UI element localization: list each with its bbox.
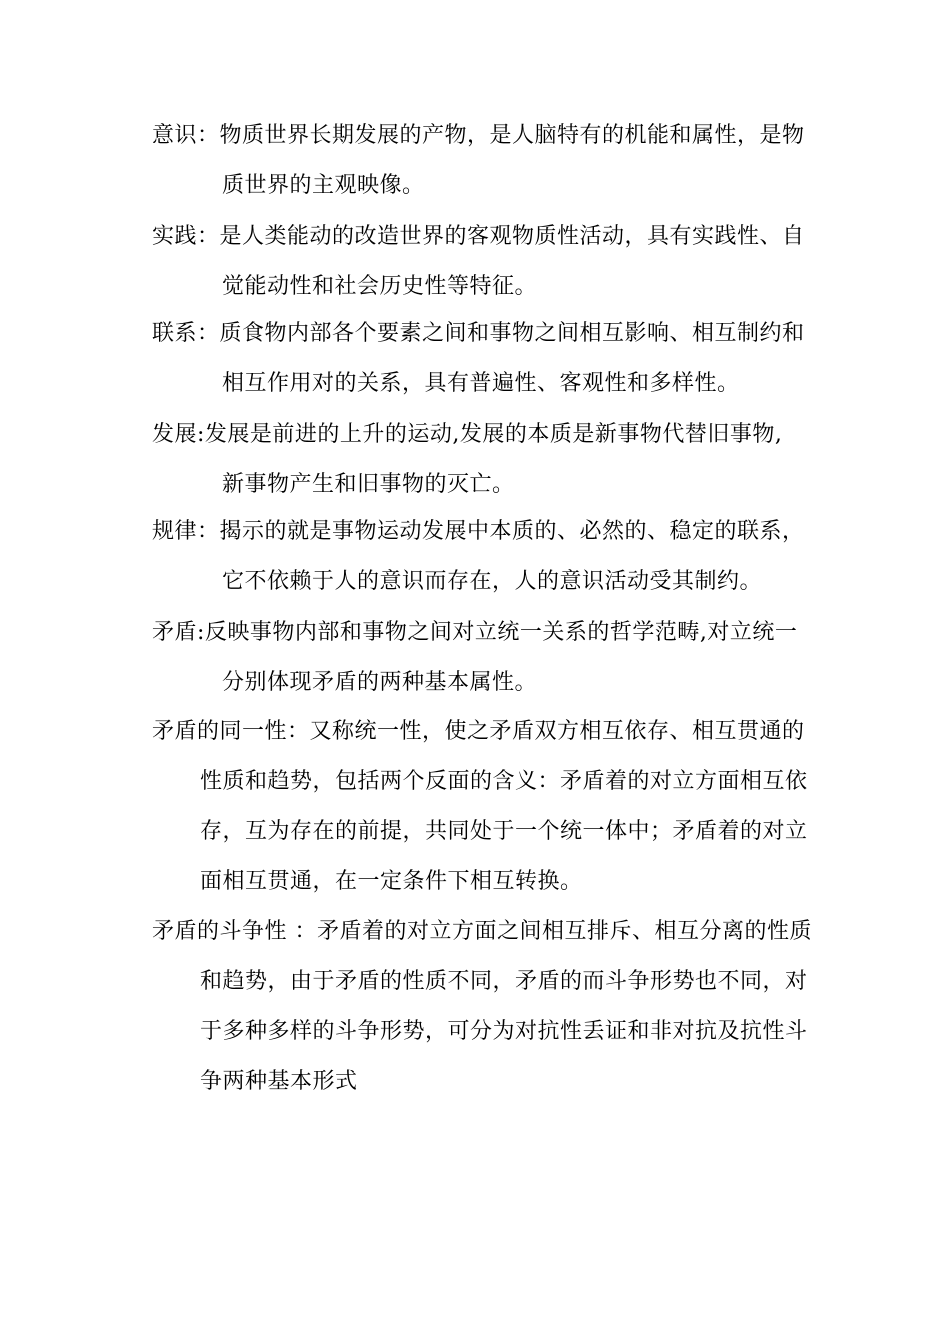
definition-continuation: 觉能动性和社会历史性等特征。: [222, 274, 538, 299]
definition-development: [152, 410, 812, 510]
definition-continuation: 分别体现矛盾的两种基本属性。: [222, 670, 538, 695]
definition-continuation: 于多种多样的斗争形势，可分为对抗性丢证和非对抗及抗性斗: [200, 1019, 808, 1044]
definition-text: 揭示的就是事物运动发展中本质的、必然的、稳定的联系，: [219, 519, 805, 544]
definition-continuation: 相互作用对的关系，具有普遍性、客观性和多样性。: [222, 371, 740, 396]
term-label: 实践：: [152, 224, 220, 249]
definition-first-line: [152, 707, 812, 757]
definition-contradiction-identity: [152, 707, 812, 907]
definition-consciousness: [152, 111, 812, 211]
definition-continuation: 性质和趋势，包括两个反面的含义：矛盾着的对立方面相互依: [200, 769, 808, 794]
definition-contradiction-struggle: [152, 907, 812, 1107]
definition-continuation: 和趋势，由于矛盾的性质不同，矛盾的而斗争形势也不同，对: [200, 969, 808, 994]
term-label: 发展:: [152, 422, 205, 447]
definition-law: [152, 507, 812, 607]
definition-contradiction: [152, 608, 812, 708]
definition-text: 物质世界长期发展的产物，是人脑特有的机能和属性，是物: [219, 123, 805, 148]
definition-continuation: 面相互贯通，在一定条件下相互转换。: [200, 869, 583, 894]
term-label: 意识：: [152, 123, 220, 148]
definition-text: 发展是前进的上升的运动,发展的本质是新事物代替旧事物,: [204, 422, 783, 447]
definition-first-line: [152, 111, 812, 161]
definition-continuation: 争两种基本形式: [200, 1069, 358, 1094]
definition-continuation: 存，互为存在的前提，共同处于一个统一体中；矛盾着的对立: [200, 819, 808, 844]
definition-first-line: [152, 309, 812, 359]
definition-connection: [152, 309, 812, 409]
definition-practice: [152, 212, 812, 312]
term-label: 矛盾:: [152, 620, 205, 645]
definition-text: 矛盾着的对立方面之间相互排斥、相互分离的性质: [317, 919, 812, 944]
term-label: 联系：: [152, 321, 220, 346]
definition-text: 又称统一性，使之矛盾双方相互依存、相互贯通的: [309, 719, 805, 744]
definition-first-line: [152, 608, 812, 658]
definition-continuation: 新事物产生和旧事物的灭亡。: [222, 472, 515, 497]
term-label: 规律：: [152, 519, 220, 544]
definition-first-line: [152, 212, 812, 262]
term-label: 矛盾的斗争性 ：: [152, 919, 317, 944]
definition-text: 反映事物内部和事物之间对立统一关系的哲学范畴,对立统一: [204, 620, 798, 645]
term-label: 矛盾的同一性：: [152, 719, 310, 744]
definition-first-line: [152, 507, 812, 557]
definition-text: 质食物内部各个要素之间和事物之间相互影响、相互制约和: [219, 321, 805, 346]
definition-continuation: 质世界的主观映像。: [222, 173, 425, 198]
definition-continuation: 它不依赖于人的意识而存在，人的意识活动受其制约。: [222, 569, 763, 594]
definition-text: 是人类能动的改造世界的客观物质性活动，具有实践性、自: [219, 224, 805, 249]
definition-first-line: [152, 907, 812, 957]
definition-first-line: [152, 410, 812, 460]
